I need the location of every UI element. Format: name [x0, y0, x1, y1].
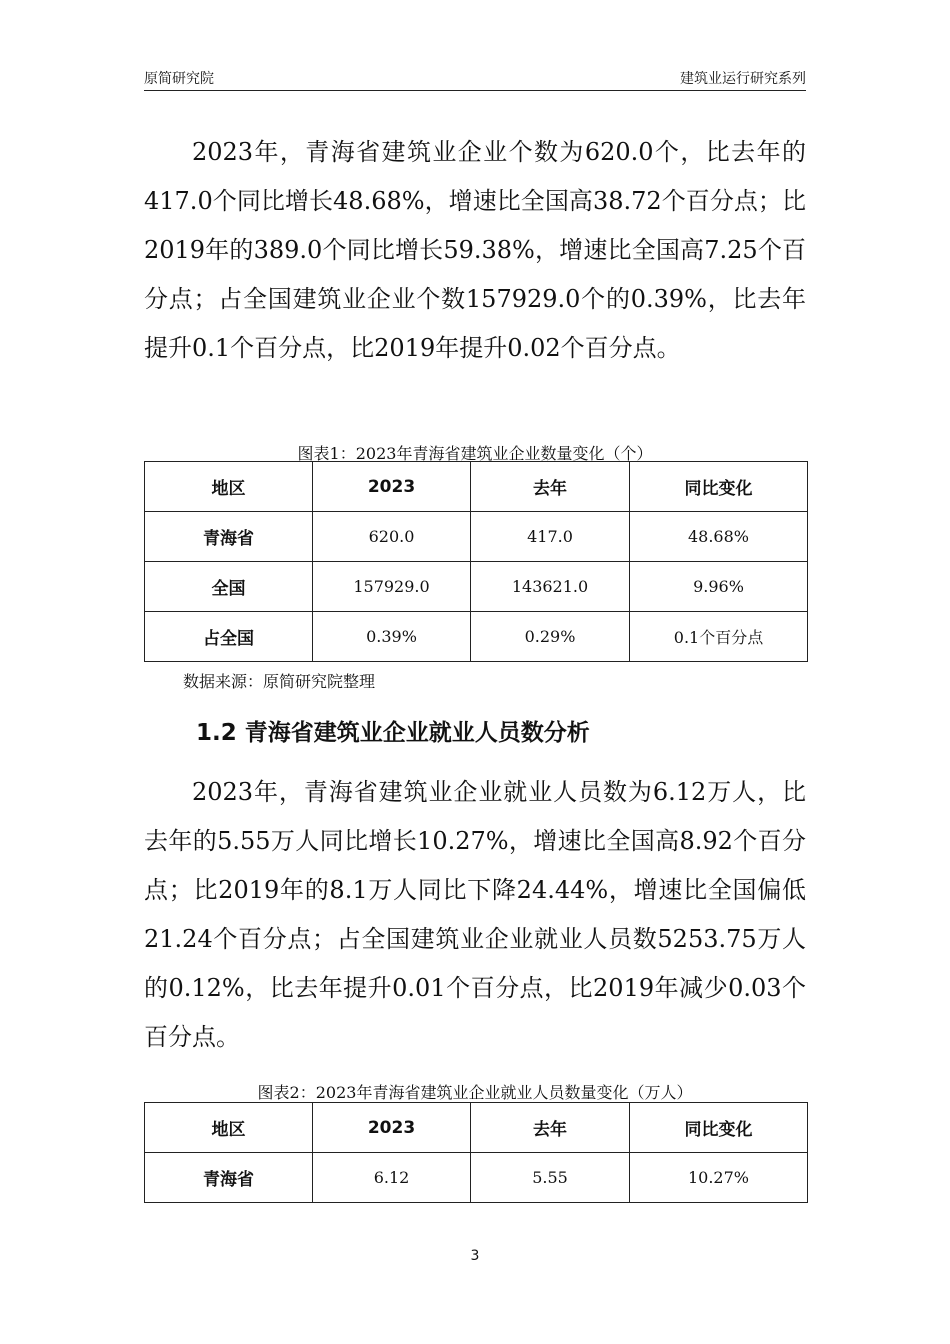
header-series: 建筑业运行研究系列	[680, 71, 806, 87]
table-cell: 9.96%	[630, 562, 808, 612]
table-row	[145, 512, 808, 562]
table2-header-cell: 地区	[145, 1103, 313, 1153]
table-cell-region: 青海省	[145, 512, 313, 562]
table2-caption: 图表2：2023年青海省建筑业企业就业人员数量变化（万人）	[257, 1083, 693, 1102]
table-cell-region: 全国	[145, 562, 313, 612]
table-cell: 5.55	[471, 1153, 630, 1203]
table-row	[145, 1153, 808, 1203]
table1-header-cell: 去年	[471, 462, 630, 512]
table-cell: 6.12	[313, 1153, 471, 1203]
table-row	[145, 612, 808, 662]
table-cell: 0.1个百分点	[630, 612, 808, 662]
header-org: 原简研究院	[144, 71, 214, 87]
table-cell: 0.39%	[313, 612, 471, 662]
table1-header-cell: 地区	[145, 462, 313, 512]
table1-source: 数据来源：原简研究院整理	[183, 672, 376, 691]
page-number: 3	[470, 1248, 480, 1264]
table-cell: 417.0	[471, 512, 630, 562]
table-row	[145, 562, 808, 612]
table-cell: 143621.0	[471, 562, 630, 612]
table-cell: 0.29%	[471, 612, 630, 662]
table-cell: 157929.0	[313, 562, 471, 612]
table1-header-cell: 同比变化	[630, 462, 808, 512]
table1-caption: 图表1：2023年青海省建筑业企业数量变化（个）	[297, 444, 653, 463]
table1	[144, 461, 808, 662]
table-cell: 620.0	[313, 512, 471, 562]
table2	[144, 1102, 808, 1203]
table2-header-cell: 2023	[313, 1103, 471, 1153]
page-header	[144, 66, 806, 91]
table-cell: 48.68%	[630, 512, 808, 562]
table-cell-region: 占全国	[145, 612, 313, 662]
table2-header-cell: 同比变化	[630, 1103, 808, 1153]
paragraph-employment: 2023年，青海省建筑业企业就业人员数为6.12万人，比去年的5.55万人同比增长10.27%，增速比全国高8.92个百分点；比2019年的8.1万人同比下降24.44%，增速比全国偏低21.24个百分点；占全国建筑业企业就业人员数5253.75万人的0.12%，比去年提升0.01个百分点，比2019年减少0.03个百分点。	[144, 778, 806, 1051]
table2-header-cell: 去年	[471, 1103, 630, 1153]
table-cell-region: 青海省	[145, 1153, 313, 1203]
table-cell: 10.27%	[630, 1153, 808, 1203]
table1-header-cell: 2023	[313, 462, 471, 512]
table1-header-row	[145, 462, 808, 512]
paragraph-enterprise-count: 2023年，青海省建筑业企业个数为620.0个，比去年的417.0个同比增长48.68%，增速比全国高38.72个百分点；比2019年的389.0个同比增长59.38%，增速比全国高7.25个百分点；占全国建筑业企业个数157929.0个的0.39%，比去年提升0.1个百分点，比2019年提升0.02个百分点。	[144, 138, 806, 362]
table2-header-row	[145, 1103, 808, 1153]
section-title: 1.2 青海省建筑业企业就业人员数分析	[196, 720, 590, 746]
